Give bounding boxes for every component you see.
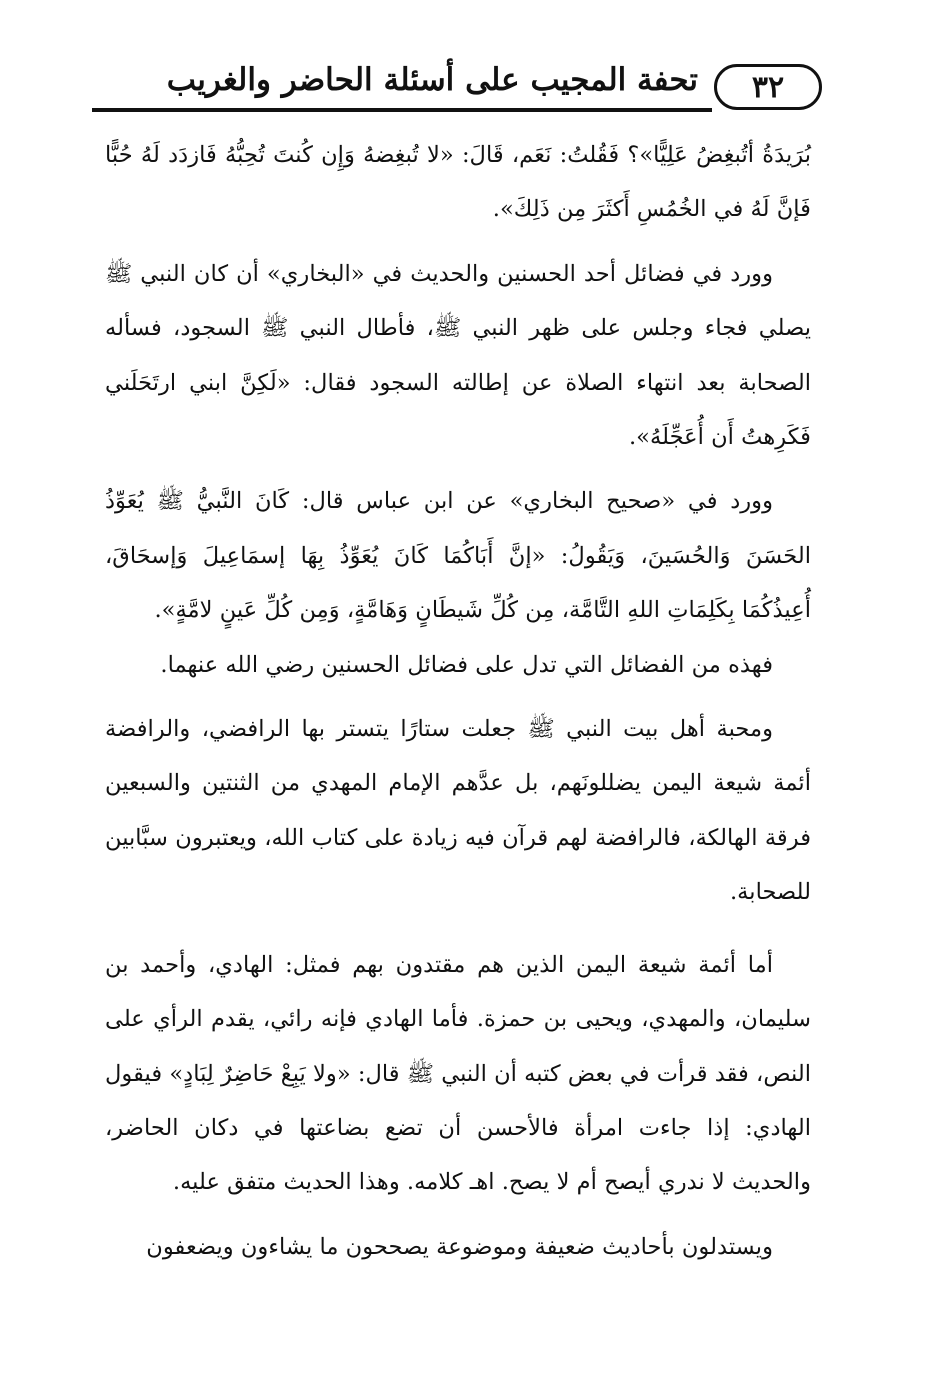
header-rule: [92, 108, 712, 112]
paragraph-4: فهذه من الفضائل التي تدل على فضائل الحسنين رضي الله عنهما.: [160, 651, 773, 678]
running-title: تحفة المجيب على أسئلة الحاضر والغريب: [166, 62, 698, 98]
paragraph-1: بُرَيدَةُ أتُبغِضُ عَلِيًّا»؟ فَقُلتُ: نَعَم، قَالَ: «لا تُبغِضهُ وَإِن كُنتَ تُحِبُّهُ فَازدَد لَهُ حُبًّا فَإنَّ لَهُ في الخُمُسِ أَكثَرَ مِن ذَلِكَ».: [105, 142, 811, 223]
paragraph-6: أما أئمة شيعة اليمن الذين هم مقتدون بهم فمثل: الهادي، وأحمد بن سليمان، والمهدي، ويحيى بن حمزة. فأما الهادي فإنه رائي، يقدم الرأي على النص، فقد قرأت في بعض كتبه أن النبي ﷺ قال: «ولا يَبِعْ حَاضِرٌ لِبَادٍ» فيقول الهادي: إذا جاءت امرأة فالأحسن أن تضع بضاعتها في دكان الحاضر، والحديث لا ندري أيصح أم لا يصح. اهـ كلامه. وهذا الحديث متفق عليه.: [105, 951, 811, 1196]
paragraph-3: وورد في «صحيح البخاري» عن ابن عباس قال: كَانَ النَّبيُّ ﷺ يُعَوِّذُ الحَسَنَ وَالحُسَينَ، وَيَقُولُ: «إنَّ أَبَاكُمَا كَانَ يُعَوِّذُ بِهَا إسمَاعِيلَ وَإسحَاقَ، أُعِيذُكُمَا بِكَلِمَاتِ اللهِ التَّامَّة، مِن كُلِّ شَيطَانٍ وَهَامَّةٍ، وَمِن كُلِّ عَينٍ لامَّةٍ».: [105, 488, 811, 624]
page-number: ٣٢: [751, 69, 785, 105]
page-header: [92, 60, 822, 120]
paragraph-2: وورد في فضائل أحد الحسنين والحديث في «البخاري» أن كان النبي ﷺ يصلي فجاء وجلس على ظهر النبي ﷺ، فأطال النبي ﷺ السجود، فسأله الصحابة بعد انتهاء الصلاة عن إطالته السجود فقال: «لَكِنَّ ابني ارتَحَلَني فَكَرِهتُ أَن أُعَجِّلَهُ».: [105, 260, 811, 451]
body-text: [105, 128, 811, 1274]
paragraph-5: ومحبة أهل بيت النبي ﷺ جعلت ستارًا يتستر بها الرافضي، والرافضة أئمة شيعة اليمن يضللونَهم، بل عدَّهم الإمام المهدي من الثنتين والسبعين فرقة الهالكة، فالرافضة لهم قرآن فيه زيادة على كتاب الله، ويعتبرون سبَّابين للصحابة.: [105, 716, 811, 906]
paragraph-7: ويستدلون بأحاديث ضعيفة وموضوعة يصححون ما يشاءون ويضعفون: [146, 1233, 773, 1260]
page-number-badge: [714, 64, 822, 110]
